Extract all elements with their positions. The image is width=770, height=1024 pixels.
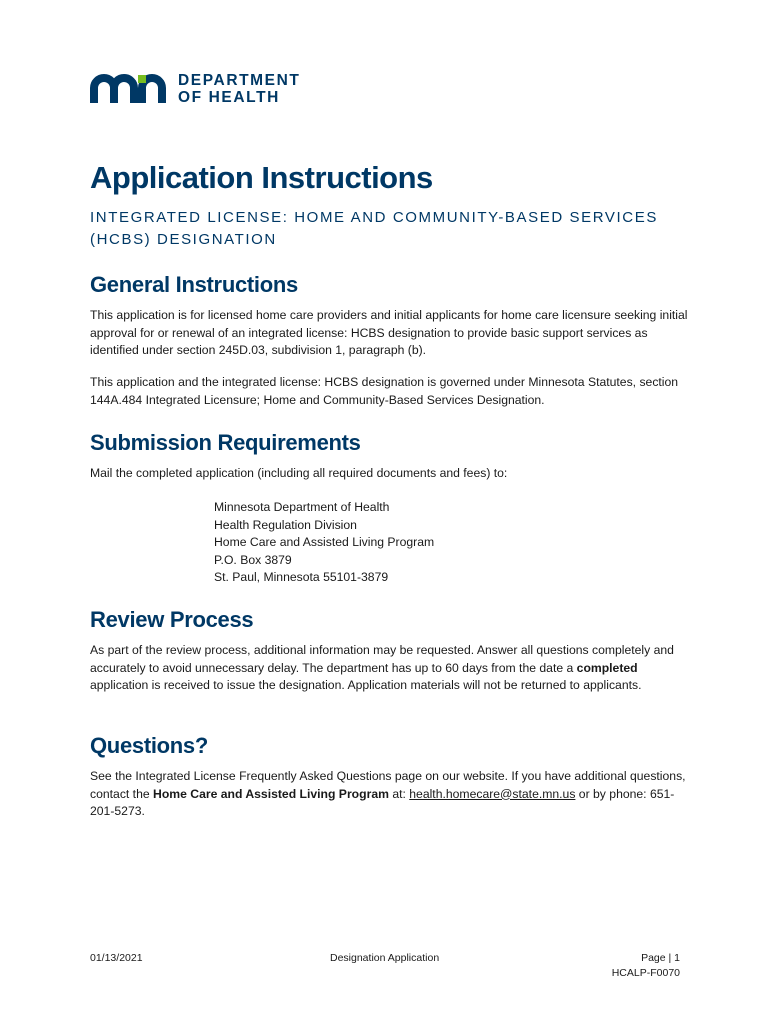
address-line: Minnesota Department of Health xyxy=(214,500,390,514)
questions-text-3: or by phone: 651-201-5273. xyxy=(90,786,675,818)
review-text-after: application is received to issue the designation. Application materials will not be returned to applicants. xyxy=(90,678,642,692)
general-instructions-heading: General Instructions xyxy=(90,272,298,297)
address-line: Home Care and Assisted Living Program xyxy=(214,535,435,549)
review-paragraph xyxy=(90,642,690,695)
logo-text-line1: DEPARTMENT xyxy=(178,72,301,89)
mn-logo-mark-icon xyxy=(90,73,168,105)
questions-heading: Questions? xyxy=(90,733,209,758)
email-link[interactable]: health.homecare@state.mn.us xyxy=(409,786,576,801)
questions-paragraph xyxy=(90,768,690,821)
footer-center-title: Designation Application xyxy=(330,952,440,964)
footer-form-id: HCALP-F0070 xyxy=(611,967,680,979)
footer-page-info xyxy=(560,951,680,981)
submission-requirements-heading: Submission Requirements xyxy=(90,430,361,455)
review-text-before: As part of the review process, additional information may be requested. Answer all questions completely and accurately to avoid unnecessary delay. The department has up to 60 days from the date a xyxy=(90,643,674,675)
logo-text-line2: OF HEALTH xyxy=(178,89,280,106)
questions-text-1: See the Integrated License Frequently Asked Questions page on our website. If you have additional questions, contact the xyxy=(90,769,686,801)
general-paragraph-2: This application and the integrated license: HCBS designation is governed under Minnesota Statutes, section 144A.484 Integrated Licensure; Home and Community-Based Services Designation. xyxy=(90,375,679,407)
questions-text-2: at: xyxy=(388,786,410,801)
review-bold-completed: completed xyxy=(576,660,638,675)
mailing-address xyxy=(214,499,434,587)
address-line: St. Paul, Minnesota 55101-3879 xyxy=(214,570,389,584)
logo-text xyxy=(178,72,301,106)
mdh-logo xyxy=(90,72,301,106)
page-title: Application Instructions xyxy=(90,160,433,195)
general-paragraph-1: This application is for licensed home care providers and initial applicants for home care licensure seeking initial approval for or renewal of an integrated license: HCBS designation to provide basic support services as identified under section 245D.03, subdivision 1, paragraph (b). xyxy=(90,308,688,357)
review-process-heading: Review Process xyxy=(90,607,254,632)
address-line: Health Regulation Division xyxy=(214,517,357,532)
submission-intro: Mail the completed application (including all required documents and fees) to: xyxy=(90,466,508,480)
questions-program-name: Home Care and Assisted Living Program xyxy=(153,786,389,801)
footer-page-number: Page | 1 xyxy=(641,952,680,964)
page-subtitle: INTEGRATED LICENSE: HOME AND COMMUNITY-BASED SERVICES (HCBS) DESIGNATION xyxy=(90,209,658,248)
address-line: P.O. Box 3879 xyxy=(214,552,292,567)
footer-date: 01/13/2021 xyxy=(90,952,143,964)
